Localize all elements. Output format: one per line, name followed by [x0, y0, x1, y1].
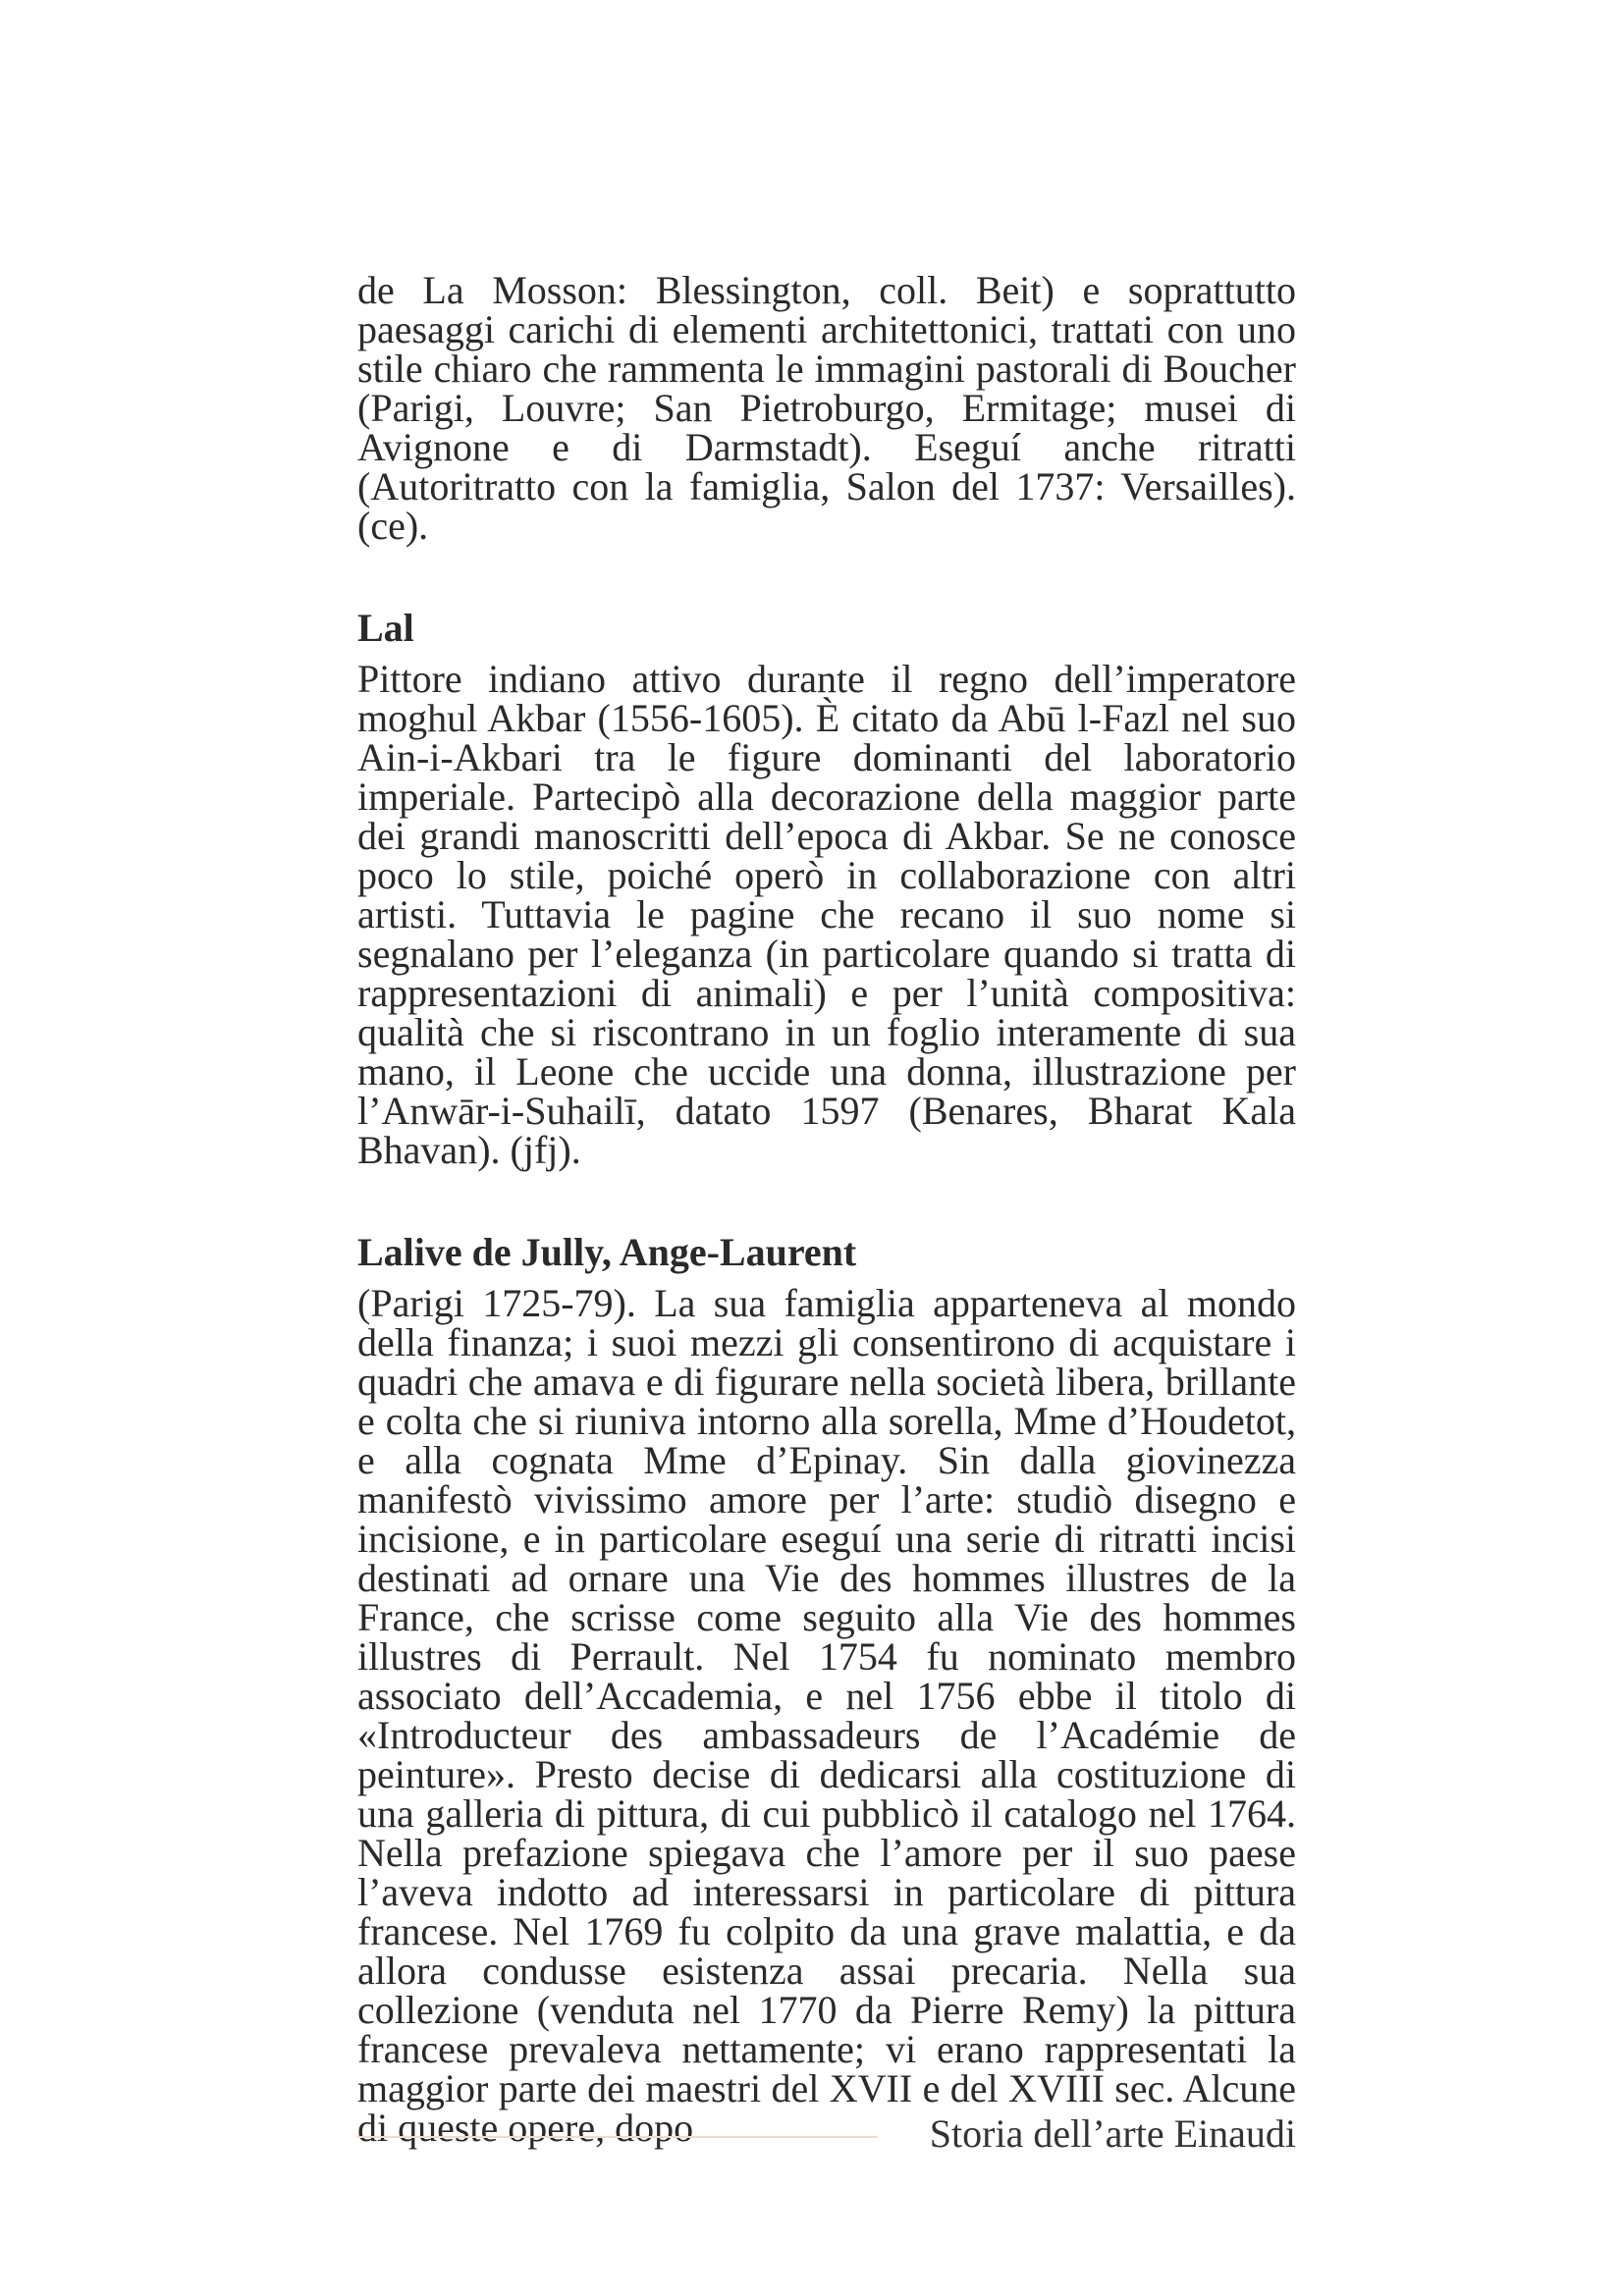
- entry-heading: Lal: [357, 606, 414, 650]
- continuation-paragraph: de La Mosson: Blessington, coll. Beit) e soprattutto paesaggi carichi di elementi architettonici, trattati con uno stile chiaro che rammenta le immagini pastorali di Boucher (Parigi, Louvre; San Pietroburgo, Ermitage; musei di Avignone e di Darmstadt). Eseguí anche ritratti (Autoritratto con la famiglia, Salon del 1737: Versailles). (ce).: [357, 268, 1296, 548]
- entry-lal: [357, 605, 1296, 1170]
- footer-rule: [357, 2136, 878, 2138]
- footer-title: Storia dell’arte Einaudi: [929, 2111, 1296, 2156]
- entry-heading: Lalive de Jully, Ange-Laurent: [357, 1230, 857, 1274]
- page-body: [357, 268, 1296, 2150]
- entry-body: Pittore indiano attivo durante il regno dell’imperatore moghul Akbar (1556-1605). È citato da Abū l-Fazl nel suo Ain-i-Akbari tra le figure dominanti del laboratorio imperiale. Partecipò alla decorazione della maggior parte dei grandi manoscritti dell’epoca di Akbar. Se ne conosce poco lo stile, poiché operò in collaborazione con altri artisti. Tuttavia le pagine che recano il suo nome si segnalano per l’eleganza (in particolare quando si tratta di rappresentazioni di animali) e per l’unità compositiva: qualità che si riscontrano in un foglio interamente di sua mano, il Leone che uccide una donna, illustrazione per l’Anwār-i-Suhailī, datato 1597 (Benares, Bharat Kala Bhavan). (jfj).: [357, 657, 1296, 1172]
- page-footer: [357, 2107, 1296, 2162]
- entry-lalive-de-jully: [357, 1229, 1296, 2148]
- entry-body: (Parigi 1725-79). La sua famiglia apparteneva al mondo della finanza; i suoi mezzi gli consentirono di acquistare i quadri che amava e di figurare nella società libera, brillante e colta che si riuniva intorno alla sorella, Mme d’Houdetot, e alla cognata Mme d’Epinay. Sin dalla giovinezza manifestò vivissimo amore per l’arte: studiò disegno e incisione, e in particolare eseguí una serie di ritratti incisi destinati ad ornare una Vie des hommes illustres de la France, che scrisse come seguito alla Vie des hommes illustres di Perrault. Nel 1754 fu nominato membro associato dell’Accademia, e nel 1756 ebbe il titolo di «Introducteur des ambassadeurs de l’Académie de peinture». Presto decise di dedicarsi alla costituzione di una galleria di pittura, di cui pubblicò il catalogo nel 1764. Nella prefazione spiegava che l’amore per il suo paese l’aveva indotto ad interessarsi in particolare di pittura francese. Nel 1769 fu colpito da una grave malattia, e da allora condusse esistenza assai precaria. Nella sua collezione (venduta nel 1770 da Pierre Remy) la pittura francese prevaleva nettamente; vi erano rappresentati la maggior parte dei maestri del XVII e del XVIII sec. Alcune di queste opere, dopo: [357, 1281, 1296, 2150]
